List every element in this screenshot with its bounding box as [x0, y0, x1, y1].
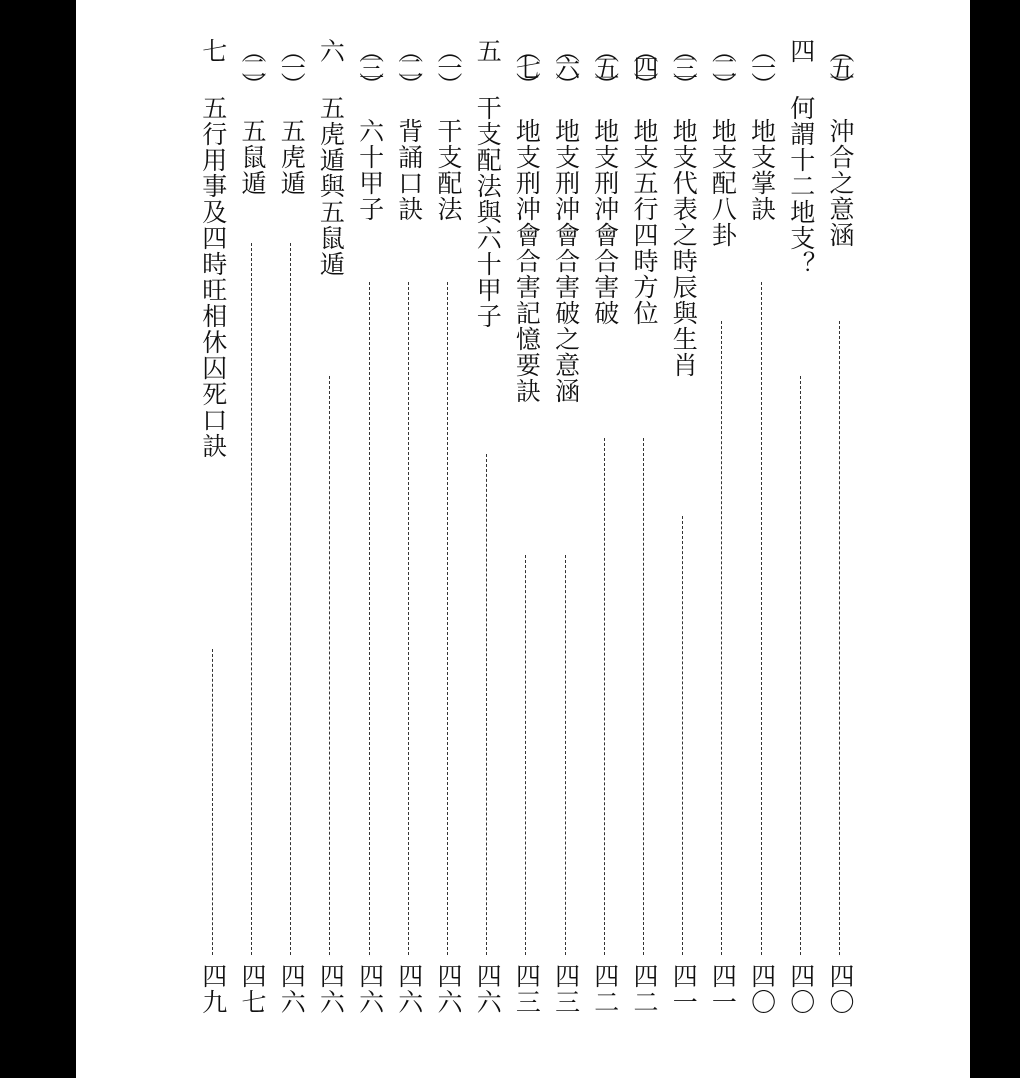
toc-entry[interactable] — [194, 38, 232, 1038]
toc-entry-page-number: 四〇 — [743, 963, 781, 1015]
toc-entry[interactable] — [468, 38, 506, 1038]
dotted-leader — [212, 649, 213, 955]
toc-entry-title: 地支代表之時辰與生肖 — [664, 118, 702, 378]
dotted-leader — [761, 282, 762, 955]
toc-entry-number: （二） — [394, 38, 424, 89]
dotted-leader — [251, 243, 252, 955]
toc-entry-title: 地支刑沖會合害記憶要訣 — [507, 118, 545, 404]
toc-entry-title: 地支刑沖會合害破之意涵 — [547, 118, 585, 404]
toc-entry-number: 五 — [473, 38, 503, 64]
toc-entry[interactable] — [547, 38, 585, 1038]
dotted-leader — [800, 376, 801, 955]
toc-entry-page-number: 四〇 — [782, 963, 820, 1015]
toc-entry-number: （七） — [512, 38, 542, 89]
toc-entry-title: 五行用事及四時旺相休囚死口訣 — [194, 95, 232, 459]
toc-entry[interactable] — [429, 38, 467, 1038]
toc-entry-number: （五） — [590, 38, 620, 89]
dotted-leader — [643, 438, 644, 955]
toc-entry[interactable] — [703, 38, 741, 1038]
toc-entry-title: 地支配八卦 — [703, 118, 741, 248]
toc-entry[interactable] — [586, 38, 624, 1038]
dotted-leader — [565, 555, 566, 955]
toc-entry-number: 七 — [198, 38, 228, 64]
toc-entry-number: （一） — [747, 38, 777, 89]
toc-entry-number: 四 — [786, 38, 816, 64]
dotted-leader — [447, 282, 448, 955]
toc-entry[interactable] — [664, 38, 702, 1038]
toc-entry-number: 六 — [316, 38, 346, 64]
toc-entry[interactable] — [743, 38, 781, 1038]
toc-entry-title: 地支掌訣 — [743, 118, 781, 222]
toc-entry[interactable] — [782, 38, 820, 1038]
toc-entry-page-number: 四六 — [468, 963, 506, 1015]
toc-entry[interactable] — [625, 38, 663, 1038]
toc-entry-title: 何謂十二地支？ — [782, 95, 820, 277]
toc-entry-page-number: 四六 — [272, 963, 310, 1015]
toc-entry-number: （三） — [355, 38, 385, 89]
dotted-leader — [290, 243, 291, 955]
toc-entry-number: （三） — [669, 38, 699, 89]
toc-entry[interactable] — [272, 38, 310, 1038]
toc-entry-page-number: 四九 — [194, 963, 232, 1015]
toc-entry-title: 五鼠遁 — [233, 118, 271, 196]
toc-entry[interactable] — [821, 38, 859, 1038]
toc-entry[interactable] — [233, 38, 271, 1038]
toc-entry-number: （一） — [434, 38, 463, 89]
dotted-leader — [369, 282, 370, 955]
dotted-leader — [525, 555, 526, 955]
toc-entry-title: 五虎遁 — [272, 118, 310, 196]
dotted-leader — [721, 321, 722, 955]
toc-entry-page-number: 四三 — [547, 963, 585, 1015]
dotted-leader — [682, 516, 683, 955]
toc-entry-number: （一） — [277, 38, 307, 89]
toc-entry-page-number: 四六 — [390, 963, 428, 1015]
toc-entry-title: 六十甲子 — [351, 118, 389, 222]
toc-entry-page-number: 四六 — [311, 963, 349, 1015]
toc-entry-page-number: 四二 — [586, 963, 624, 1015]
toc-entry-title: 干支配法與六十甲子 — [468, 95, 506, 329]
toc-entry-title: 地支刑沖會合害破 — [586, 118, 624, 326]
toc-entry-title: 干支配法 — [429, 118, 467, 222]
dotted-leader — [604, 438, 605, 955]
toc-entry-number: （五） — [826, 38, 855, 89]
toc-entry-title: 沖合之意涵 — [821, 118, 859, 248]
toc-entry-title: 地支五行四時方位 — [625, 118, 663, 326]
toc-entry-page-number: 四〇 — [821, 963, 859, 1015]
dotted-leader — [839, 321, 840, 955]
dotted-leader — [329, 376, 330, 955]
toc-entry[interactable] — [311, 38, 349, 1038]
toc-entry-page-number: 四六 — [429, 963, 467, 1015]
toc-entry-page-number: 四七 — [233, 963, 271, 1015]
toc-entry[interactable] — [390, 38, 428, 1038]
toc-entry-title: 五虎遁與五鼠遁 — [311, 95, 349, 277]
toc-page — [76, 0, 970, 1078]
toc-entry-number: （六） — [551, 38, 581, 89]
toc-entry-page-number: 四二 — [625, 963, 663, 1015]
toc-entry-number: （四） — [630, 38, 659, 89]
toc-entry[interactable] — [351, 38, 389, 1038]
toc-entry[interactable] — [507, 38, 545, 1038]
toc-entry-page-number: 四三 — [507, 963, 545, 1015]
toc-entry-title: 背誦口訣 — [390, 118, 428, 222]
toc-entry-page-number: 四六 — [351, 963, 389, 1015]
toc-entry-page-number: 四一 — [703, 963, 741, 1015]
dotted-leader — [408, 282, 409, 955]
dotted-leader — [486, 454, 487, 955]
toc-entry-number: （二） — [238, 38, 267, 89]
toc-entry-page-number: 四一 — [664, 963, 702, 1015]
toc-entry-number: （二） — [708, 38, 738, 89]
